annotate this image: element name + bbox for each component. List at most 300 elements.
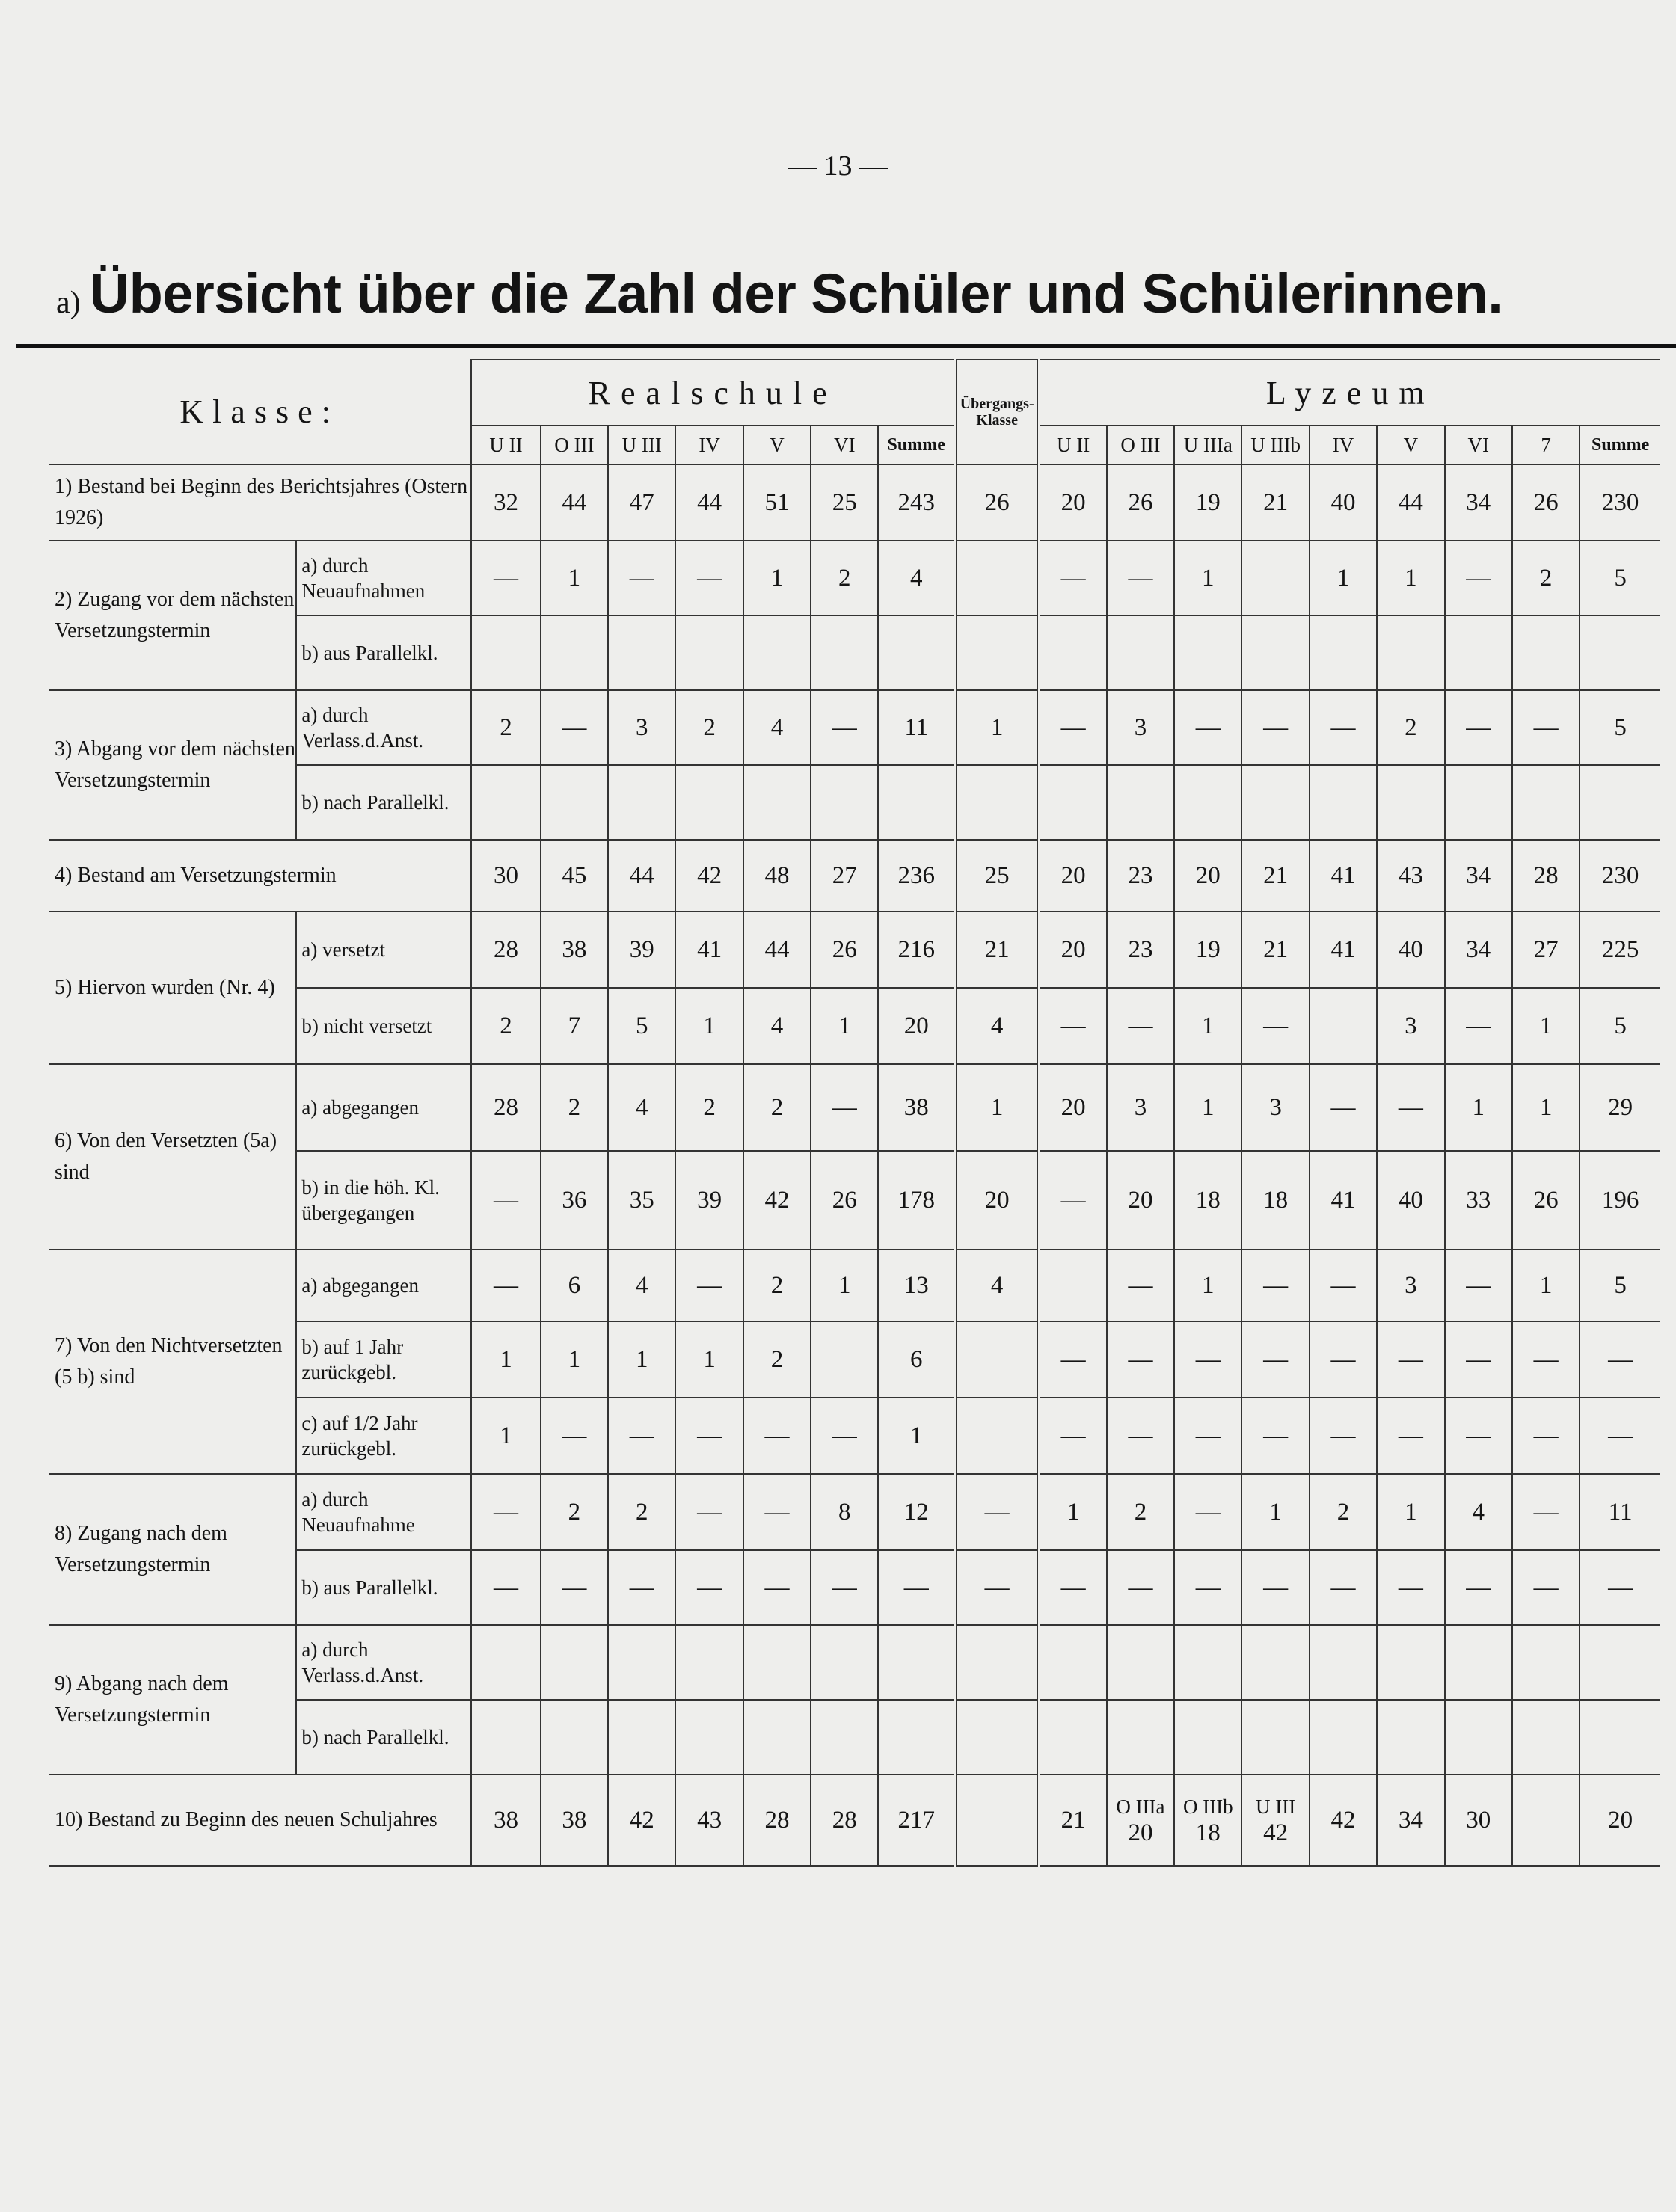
value-cell: — bbox=[471, 1550, 540, 1625]
row-sublabel: c) auf 1/2 Jahr zurückgebl. bbox=[296, 1398, 471, 1474]
value-cell: — bbox=[675, 1250, 743, 1321]
value-cell: 2 bbox=[541, 1474, 608, 1550]
value-cell: 47 bbox=[608, 464, 675, 541]
value-cell bbox=[1174, 1775, 1241, 1866]
value-cell: — bbox=[1174, 1550, 1241, 1625]
value-cell: 41 bbox=[1310, 912, 1377, 988]
value-cell: — bbox=[1107, 1250, 1174, 1321]
value-cell bbox=[1107, 1775, 1174, 1866]
value-cell bbox=[1039, 1625, 1106, 1700]
value-cell: — bbox=[1580, 1321, 1660, 1398]
lyzeum-column-header: 7 bbox=[1512, 425, 1580, 464]
value-cell bbox=[1310, 1700, 1377, 1775]
table-row bbox=[49, 541, 1660, 615]
value-cell: — bbox=[1107, 1398, 1174, 1474]
value-cell bbox=[1377, 1625, 1444, 1700]
value-cell bbox=[1445, 1700, 1512, 1775]
value-cell bbox=[1241, 615, 1309, 690]
value-cell: 27 bbox=[811, 840, 878, 912]
value-cell bbox=[1512, 1775, 1580, 1866]
class-sub-label: O IIIb bbox=[1182, 1795, 1233, 1818]
value-cell bbox=[1310, 988, 1377, 1064]
table-row bbox=[49, 1775, 1660, 1866]
value-cell: 1 bbox=[1174, 1250, 1241, 1321]
value-cell: — bbox=[1107, 541, 1174, 615]
value-cell: 26 bbox=[1107, 464, 1174, 541]
value-cell: 1 bbox=[1174, 988, 1241, 1064]
value-cell bbox=[955, 1775, 1039, 1866]
row-sublabel: a) versetzt bbox=[296, 912, 471, 988]
value-cell bbox=[1241, 1775, 1309, 1866]
value-cell: 28 bbox=[811, 1775, 878, 1866]
value-cell bbox=[1580, 765, 1660, 840]
row-sublabel: a) durch Verlass.d.Anst. bbox=[296, 1625, 471, 1700]
value-cell: 3 bbox=[608, 690, 675, 765]
value-cell: 20 bbox=[1039, 464, 1106, 541]
value-cell: — bbox=[1512, 1550, 1580, 1625]
value-cell: 2 bbox=[471, 988, 540, 1064]
row-sublabel: b) aus Parallelkl. bbox=[296, 615, 471, 690]
value-cell: — bbox=[1174, 690, 1241, 765]
value-cell bbox=[743, 615, 811, 690]
value-cell: 42 bbox=[675, 840, 743, 912]
value-cell: 1 bbox=[471, 1321, 540, 1398]
value-cell: — bbox=[811, 1398, 878, 1474]
value-cell bbox=[743, 1700, 811, 1775]
lyzeum-column-header: IV bbox=[1310, 425, 1377, 464]
value-cell bbox=[743, 765, 811, 840]
lyzeum-column-header: VI bbox=[1445, 425, 1512, 464]
value-cell: 3 bbox=[1107, 1064, 1174, 1151]
value-cell: — bbox=[1039, 1321, 1106, 1398]
value-cell bbox=[471, 1625, 540, 1700]
value-cell: 19 bbox=[1174, 464, 1241, 541]
value-cell bbox=[1377, 1700, 1444, 1775]
value-cell: 20 bbox=[1039, 1064, 1106, 1151]
row-label: 1) Bestand bei Beginn des Berichtsjahres (Ostern 1926) bbox=[49, 464, 471, 541]
value-cell: 20 bbox=[1580, 1775, 1660, 1866]
realschule-column-header: IV bbox=[675, 425, 743, 464]
value-cell bbox=[1512, 1625, 1580, 1700]
realschule-column-header: U III bbox=[608, 425, 675, 464]
value-cell: — bbox=[1107, 988, 1174, 1064]
value-cell: — bbox=[1377, 1321, 1444, 1398]
value-cell: 38 bbox=[471, 1775, 540, 1866]
value-cell bbox=[1310, 765, 1377, 840]
value-cell: 1 bbox=[1174, 1064, 1241, 1151]
value-cell: — bbox=[1310, 690, 1377, 765]
value-cell: 20 bbox=[1174, 840, 1241, 912]
value-cell: 2 bbox=[675, 1064, 743, 1151]
value-cell: 42 bbox=[743, 1151, 811, 1250]
value-cell: 1 bbox=[608, 1321, 675, 1398]
value-text: 20 bbox=[1128, 1819, 1153, 1846]
value-cell: 1 bbox=[811, 1250, 878, 1321]
value-cell bbox=[878, 1625, 954, 1700]
value-cell: 3 bbox=[1107, 690, 1174, 765]
value-cell bbox=[1445, 765, 1512, 840]
value-cell bbox=[1039, 1700, 1106, 1775]
title-text: Übersicht über die Zahl der Schüler und Schülerinnen. bbox=[89, 262, 1503, 325]
value-cell: 21 bbox=[955, 912, 1039, 988]
value-cell: — bbox=[1039, 1550, 1106, 1625]
value-cell bbox=[608, 1700, 675, 1775]
value-cell: 34 bbox=[1377, 1775, 1444, 1866]
table-row bbox=[49, 1625, 1660, 1700]
lyzeum-header: Lyzeum bbox=[1039, 360, 1660, 425]
value-cell bbox=[811, 1700, 878, 1775]
value-cell bbox=[955, 615, 1039, 690]
value-cell: 30 bbox=[471, 840, 540, 912]
value-cell: 2 bbox=[675, 690, 743, 765]
value-cell: — bbox=[471, 1151, 540, 1250]
value-cell: 44 bbox=[743, 912, 811, 988]
value-cell: — bbox=[1580, 1398, 1660, 1474]
value-cell: 1 bbox=[1377, 541, 1444, 615]
table-row bbox=[49, 1474, 1660, 1550]
value-cell: 23 bbox=[1107, 912, 1174, 988]
value-cell: 40 bbox=[1377, 1151, 1444, 1250]
lyzeum-column-header: O III bbox=[1107, 425, 1174, 464]
value-cell: — bbox=[541, 1398, 608, 1474]
value-cell bbox=[1107, 765, 1174, 840]
table-row bbox=[49, 912, 1660, 988]
value-cell: 21 bbox=[1241, 912, 1309, 988]
value-cell: 26 bbox=[1512, 1151, 1580, 1250]
value-cell bbox=[955, 1398, 1039, 1474]
value-cell: 4 bbox=[743, 988, 811, 1064]
value-cell: 32 bbox=[471, 464, 540, 541]
value-cell: 34 bbox=[1445, 912, 1512, 988]
value-cell: 33 bbox=[1445, 1151, 1512, 1250]
value-cell: — bbox=[1580, 1550, 1660, 1625]
value-cell: — bbox=[608, 1398, 675, 1474]
value-cell: 44 bbox=[675, 464, 743, 541]
value-cell bbox=[878, 1700, 954, 1775]
value-cell: 1 bbox=[955, 1064, 1039, 1151]
statistics-table bbox=[49, 359, 1660, 1867]
table-row bbox=[49, 1250, 1660, 1321]
value-cell: 1 bbox=[1241, 1474, 1309, 1550]
value-cell bbox=[1241, 541, 1309, 615]
value-cell bbox=[955, 1625, 1039, 1700]
value-cell: 40 bbox=[1377, 912, 1444, 988]
value-cell: 18 bbox=[1174, 1151, 1241, 1250]
value-cell: 34 bbox=[1445, 840, 1512, 912]
value-cell: 5 bbox=[608, 988, 675, 1064]
realschule-column-header: Summe bbox=[878, 425, 954, 464]
value-cell: 12 bbox=[878, 1474, 954, 1550]
value-cell bbox=[1377, 615, 1444, 690]
value-cell: 2 bbox=[608, 1474, 675, 1550]
value-cell: 4 bbox=[955, 1250, 1039, 1321]
value-cell: 1 bbox=[1512, 988, 1580, 1064]
lyzeum-column-header: U II bbox=[1039, 425, 1106, 464]
value-cell: 4 bbox=[878, 541, 954, 615]
row-sublabel: b) nach Parallelkl. bbox=[296, 1700, 471, 1775]
value-cell bbox=[1039, 615, 1106, 690]
realschule-column-header: U II bbox=[471, 425, 540, 464]
value-cell: 20 bbox=[1107, 1151, 1174, 1250]
value-cell: — bbox=[811, 1550, 878, 1625]
value-cell bbox=[1512, 1700, 1580, 1775]
value-cell: 35 bbox=[608, 1151, 675, 1250]
value-cell bbox=[541, 765, 608, 840]
value-cell: — bbox=[541, 690, 608, 765]
row-label: 10) Bestand zu Beginn des neuen Schuljahres bbox=[49, 1775, 471, 1866]
value-cell: — bbox=[1241, 1321, 1309, 1398]
value-cell: — bbox=[1445, 690, 1512, 765]
value-cell: — bbox=[1174, 1474, 1241, 1550]
value-cell: 44 bbox=[608, 840, 675, 912]
value-cell: — bbox=[1310, 1398, 1377, 1474]
row-sublabel: a) durch Verlass.d.Anst. bbox=[296, 690, 471, 765]
value-cell: — bbox=[743, 1550, 811, 1625]
value-cell: 230 bbox=[1580, 840, 1660, 912]
page-number: — 13 — bbox=[788, 150, 888, 182]
value-cell bbox=[878, 615, 954, 690]
value-cell: 44 bbox=[541, 464, 608, 541]
value-cell: — bbox=[471, 1250, 540, 1321]
realschule-column-header: VI bbox=[811, 425, 878, 464]
value-cell bbox=[1241, 765, 1309, 840]
value-cell: — bbox=[1377, 1550, 1444, 1625]
value-cell: 2 bbox=[471, 690, 540, 765]
value-cell: 21 bbox=[1039, 1775, 1106, 1866]
value-cell: 29 bbox=[1580, 1064, 1660, 1151]
value-cell: 41 bbox=[1310, 1151, 1377, 1250]
value-cell: 178 bbox=[878, 1151, 954, 1250]
value-cell: — bbox=[811, 1064, 878, 1151]
row-sublabel: a) abgegangen bbox=[296, 1250, 471, 1321]
value-cell: 1 bbox=[1310, 541, 1377, 615]
value-cell bbox=[1039, 1250, 1106, 1321]
value-cell: 1 bbox=[471, 1398, 540, 1474]
header-row-groups bbox=[49, 360, 1660, 425]
value-cell: 38 bbox=[541, 912, 608, 988]
value-cell bbox=[471, 615, 540, 690]
value-cell: 43 bbox=[675, 1775, 743, 1866]
value-text: 42 bbox=[1263, 1819, 1289, 1846]
row-sublabel: a) abgegangen bbox=[296, 1064, 471, 1151]
lyzeum-column-header: U IIIb bbox=[1241, 425, 1309, 464]
value-cell: 18 bbox=[1241, 1151, 1309, 1250]
value-cell: 4 bbox=[608, 1064, 675, 1151]
value-cell bbox=[1174, 615, 1241, 690]
uebergangs-klasse-header: Übergangs-Klasse bbox=[955, 360, 1039, 464]
value-cell: 34 bbox=[1445, 464, 1512, 541]
value-cell bbox=[955, 1700, 1039, 1775]
value-cell: — bbox=[1241, 988, 1309, 1064]
value-cell bbox=[1174, 1700, 1241, 1775]
value-cell: 2 bbox=[1107, 1474, 1174, 1550]
value-cell bbox=[955, 765, 1039, 840]
value-cell: — bbox=[1310, 1064, 1377, 1151]
value-cell: 1 bbox=[675, 1321, 743, 1398]
value-cell: — bbox=[1512, 690, 1580, 765]
value-cell: 51 bbox=[743, 464, 811, 541]
value-cell bbox=[1310, 615, 1377, 690]
value-cell: — bbox=[1241, 1550, 1309, 1625]
value-cell: 2 bbox=[811, 541, 878, 615]
value-cell: — bbox=[608, 1550, 675, 1625]
value-cell: — bbox=[1241, 1250, 1309, 1321]
row-sublabel: a) durch Neuaufnahmen bbox=[296, 541, 471, 615]
value-cell bbox=[955, 1321, 1039, 1398]
value-cell: — bbox=[608, 541, 675, 615]
value-cell: 5 bbox=[1580, 541, 1660, 615]
value-cell: — bbox=[1310, 1250, 1377, 1321]
value-cell: 45 bbox=[541, 840, 608, 912]
value-cell: 243 bbox=[878, 464, 954, 541]
value-cell: — bbox=[1174, 1321, 1241, 1398]
value-cell: 26 bbox=[811, 1151, 878, 1250]
value-cell bbox=[1107, 1700, 1174, 1775]
value-cell: 1 bbox=[1445, 1064, 1512, 1151]
value-cell bbox=[1580, 615, 1660, 690]
value-cell: 38 bbox=[878, 1064, 954, 1151]
value-cell bbox=[1580, 1625, 1660, 1700]
value-cell: 28 bbox=[1512, 840, 1580, 912]
value-cell: — bbox=[471, 1474, 540, 1550]
value-cell: 1 bbox=[743, 541, 811, 615]
row-label: 6) Von den Versetzten (5a) sind bbox=[49, 1064, 296, 1250]
value-cell: 4 bbox=[608, 1250, 675, 1321]
value-cell: 196 bbox=[1580, 1151, 1660, 1250]
value-cell bbox=[675, 1700, 743, 1775]
value-cell: 39 bbox=[608, 912, 675, 988]
row-sublabel: a) durch Neuaufnahme bbox=[296, 1474, 471, 1550]
value-cell: — bbox=[1512, 1398, 1580, 1474]
value-cell: — bbox=[1512, 1321, 1580, 1398]
value-cell: — bbox=[471, 541, 540, 615]
value-cell: 4 bbox=[743, 690, 811, 765]
value-cell: — bbox=[1445, 1550, 1512, 1625]
row-label: 8) Zugang nach dem Versetzungstermin bbox=[49, 1474, 296, 1625]
value-cell: 4 bbox=[1445, 1474, 1512, 1550]
table-row bbox=[49, 840, 1660, 912]
value-cell: — bbox=[675, 1550, 743, 1625]
value-cell bbox=[1039, 765, 1106, 840]
value-cell bbox=[608, 615, 675, 690]
value-cell bbox=[811, 615, 878, 690]
value-cell bbox=[541, 1700, 608, 1775]
value-cell: 42 bbox=[1310, 1775, 1377, 1866]
value-cell: 43 bbox=[1377, 840, 1444, 912]
value-cell: 30 bbox=[1445, 1775, 1512, 1866]
value-cell: — bbox=[1039, 1398, 1106, 1474]
value-cell: 26 bbox=[955, 464, 1039, 541]
value-cell: 5 bbox=[1580, 988, 1660, 1064]
value-cell: 3 bbox=[1377, 1250, 1444, 1321]
row-label: 4) Bestand am Versetzungstermin bbox=[49, 840, 471, 912]
value-cell: — bbox=[1445, 988, 1512, 1064]
value-cell: 1 bbox=[541, 1321, 608, 1398]
value-cell: — bbox=[1445, 1321, 1512, 1398]
value-cell: 2 bbox=[1512, 541, 1580, 615]
row-label: 3) Abgang vor dem nächsten Versetzungstermin bbox=[49, 690, 296, 840]
value-cell: — bbox=[1445, 541, 1512, 615]
value-cell: 3 bbox=[1241, 1064, 1309, 1151]
value-cell: — bbox=[675, 1474, 743, 1550]
lyzeum-column-header: Summe bbox=[1580, 425, 1660, 464]
value-cell: 20 bbox=[878, 988, 954, 1064]
value-cell: 2 bbox=[1377, 690, 1444, 765]
value-cell: 26 bbox=[1512, 464, 1580, 541]
value-cell: 1 bbox=[878, 1398, 954, 1474]
value-cell bbox=[811, 1625, 878, 1700]
value-cell bbox=[1310, 1625, 1377, 1700]
table-row bbox=[49, 690, 1660, 765]
value-cell: 13 bbox=[878, 1250, 954, 1321]
value-cell bbox=[675, 615, 743, 690]
row-sublabel: b) auf 1 Jahr zurückgebl. bbox=[296, 1321, 471, 1398]
class-sub-label: O IIIa bbox=[1116, 1795, 1165, 1818]
value-cell: 7 bbox=[541, 988, 608, 1064]
value-cell: — bbox=[878, 1550, 954, 1625]
row-sublabel: b) in die höh. Kl. übergegangen bbox=[296, 1151, 471, 1250]
value-cell: — bbox=[1241, 1398, 1309, 1474]
lyzeum-column-header: U IIIa bbox=[1174, 425, 1241, 464]
value-cell: 1 bbox=[1377, 1474, 1444, 1550]
value-cell bbox=[541, 615, 608, 690]
value-cell: 27 bbox=[1512, 912, 1580, 988]
value-cell: — bbox=[1107, 1550, 1174, 1625]
value-cell: 5 bbox=[1580, 1250, 1660, 1321]
value-cell bbox=[1445, 615, 1512, 690]
value-cell: 41 bbox=[675, 912, 743, 988]
value-cell: 48 bbox=[743, 840, 811, 912]
value-cell: 20 bbox=[1039, 912, 1106, 988]
value-cell bbox=[878, 765, 954, 840]
value-cell bbox=[471, 1700, 540, 1775]
value-cell: — bbox=[1039, 541, 1106, 615]
value-cell: — bbox=[1039, 1151, 1106, 1250]
value-text: 18 bbox=[1195, 1819, 1221, 1846]
realschule-header: Realschule bbox=[471, 360, 955, 425]
value-cell: — bbox=[955, 1474, 1039, 1550]
value-cell bbox=[955, 541, 1039, 615]
value-cell: 6 bbox=[878, 1321, 954, 1398]
value-cell: 1 bbox=[1512, 1064, 1580, 1151]
value-cell: 26 bbox=[811, 912, 878, 988]
value-cell: 236 bbox=[878, 840, 954, 912]
value-cell: 44 bbox=[1377, 464, 1444, 541]
value-cell: 1 bbox=[1512, 1250, 1580, 1321]
value-cell: 1 bbox=[1039, 1474, 1106, 1550]
row-label: 5) Hiervon wurden (Nr. 4) bbox=[49, 912, 296, 1064]
value-cell: 225 bbox=[1580, 912, 1660, 988]
value-cell: 20 bbox=[955, 1151, 1039, 1250]
klasse-header: Klasse: bbox=[49, 360, 471, 464]
value-cell bbox=[1174, 1625, 1241, 1700]
value-cell: 230 bbox=[1580, 464, 1660, 541]
value-cell bbox=[1377, 765, 1444, 840]
realschule-column-header: O III bbox=[541, 425, 608, 464]
value-cell: 21 bbox=[1241, 464, 1309, 541]
value-cell bbox=[1107, 1625, 1174, 1700]
value-cell: — bbox=[1512, 1474, 1580, 1550]
value-cell: 1 bbox=[955, 690, 1039, 765]
table-row bbox=[49, 464, 1660, 541]
class-sub-label: U III bbox=[1256, 1795, 1296, 1818]
value-cell bbox=[675, 765, 743, 840]
value-cell: — bbox=[955, 1550, 1039, 1625]
value-cell: 1 bbox=[1174, 541, 1241, 615]
value-cell bbox=[1107, 615, 1174, 690]
row-sublabel: b) aus Parallelkl. bbox=[296, 1550, 471, 1625]
value-cell: 21 bbox=[1241, 840, 1309, 912]
